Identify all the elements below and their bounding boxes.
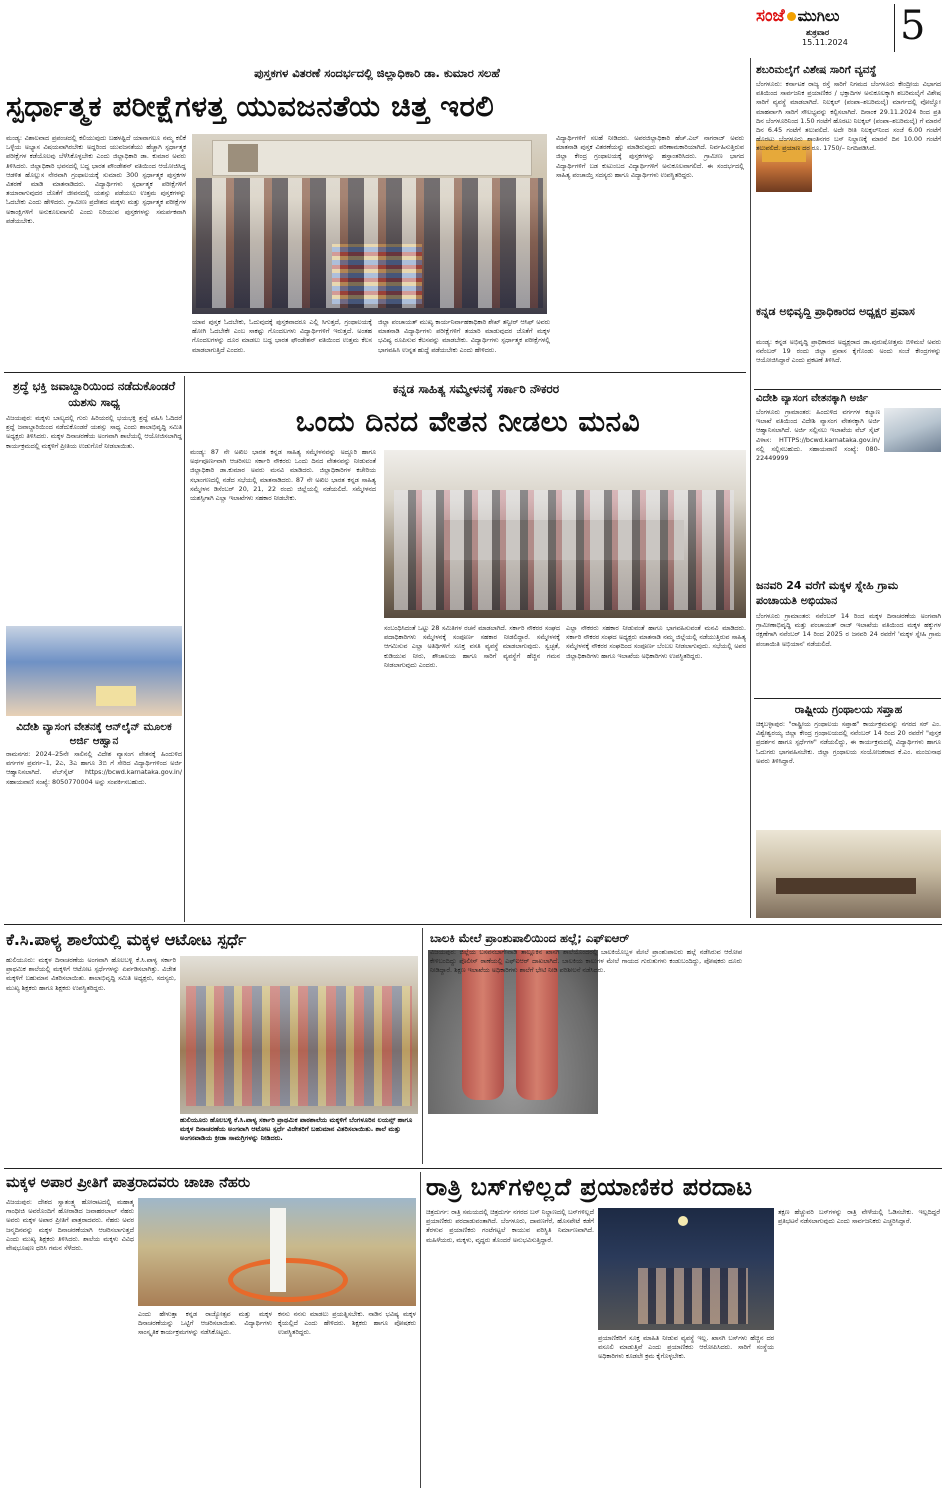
sabarimala-head: ಶಬರಿಮಲೈಗೆ ವಿಶೇಷ ಸಾರಿಗೆ ವ್ಯವಸ್ಥೆ bbox=[756, 64, 877, 76]
top-story-col3: ಜಿಲ್ಲಾ ಪಂಚಾಯತ್ ಮುಖ್ಯ ಕಾರ್ಯನಿರ್ವಾಹಕಾಧಿಕಾರಿ ಶೇಖ್ ತನ್ವೀರ್ ಆಸಿಫ್ ಅವರು ಮಾತನಾಡಿ ವಿದ್ಯಾರ್ಥಿಗಳು ಪರೀಕ್ಷೆಗಳಿಗೆ ತಯಾರಿ ಮಾಡುವುದರ ಜೊತೆಗೆ ಮಕ್ಕಳ ಭವಿಷ್ಯ ರೂಪಿಸುವ ಕೆಲಸವನ್ನು ಮಾಡಬೇಕು. ವಿದ್ಯಾರ್ಥಿಗಳು ಸ್ಪರ್ಧಾತ್ಮಕ ಪರೀಕ್ಷೆಗಳಲ್ಲಿ ಭಾಗವಹಿಸಿ ಉನ್ನತ ಹುದ್ದೆ ಪಡೆಯಬೇಕು ಎಂದು ಹೇಳಿದರು. bbox=[378, 318, 550, 354]
sahitya-kicker: ಕನ್ನಡ ಸಾಹಿತ್ಯ ಸಮ್ಮೇಳನಕ್ಕೆ ಸರ್ಕಾರಿ ನೌಕರರ bbox=[392, 382, 560, 396]
videshi-photo bbox=[884, 408, 941, 452]
left-col-divider bbox=[184, 376, 185, 922]
videshi-left-text: ರಾಮನಗರ: 2024–25ನೇ ಸಾಲಿನಲ್ಲಿ ವಿದೇಶ ವ್ಯಾಸಂಗ ವೇತನಕ್ಕೆ ಹಿಂದುಳಿದ ವರ್ಗಗಳ ಪ್ರವರ್ಗ–1, 2ಎ, 3ಎ ಹಾಗೂ 3ಬಿ ಗೆ ಸೇರಿದ ವಿದ್ಯಾರ್ಥಿಗಳಿಂದ ಅರ್ಜಿ ಆಹ್ವಾನಿಸಲಾಗಿದೆ. ವೆಬ್‌ಸೈಟ್ https://bcwd.karnataka.gov.in/ ಸಹಾಯವಾಣಿ ಸಂಖ್ಯೆ: 8050770004 ಅನ್ನು ಸಂಪರ್ಕಿಸಬಹುದು. bbox=[6, 750, 182, 786]
aatota-text: ಹುಲಿಯೂರು: ಮಕ್ಕಳ ದಿನಾಚರಣೆಯ ಅಂಗವಾಗಿ ಹೊಲಬಳ್ಳಿ ಕೆ.ಸಿ.ಪಾಳ್ಯ ಸರ್ಕಾರಿ ಪ್ರಾಥಮಿಕ ಶಾಲೆಯಲ್ಲಿ ಮಕ್ಕಳಿಗೆ ಆಟೋಟ ಸ್ಪರ್ಧೆಗಳನ್ನು ಏರ್ಪಡಿಸಲಾಗಿತ್ತು. ವಿಜೇತ ಮಕ್ಕಳಿಗೆ ಬಹುಮಾನ ವಿತರಿಸಲಾಯಿತು. ಶಾಲಾಭಿವೃದ್ಧಿ ಸಮಿತಿ ಅಧ್ಯಕ್ಷರು, ಸದಸ್ಯರು, ಮುಖ್ಯ ಶಿಕ್ಷಕರು ಹಾಗೂ ಶಿಕ್ಷಕರು ಉಪಸ್ಥಿತರಿದ್ದರು. bbox=[6, 956, 176, 992]
right-col-divider bbox=[750, 58, 751, 918]
top-story-kicker: ಪುಸ್ತಕಗಳ ವಿತರಣೆ ಸಂದರ್ಭದಲ್ಲಿ ಜಿಲ್ಲಾಧಿಕಾರಿ ಡಾ. ಕುಮಾರ ಸಲಹೆ bbox=[254, 66, 500, 80]
masthead-brand bbox=[756, 6, 896, 28]
photo-people-row bbox=[196, 178, 543, 308]
library-photo bbox=[756, 830, 941, 918]
bus-col2: ಪ್ರಯಾಣಿಕರಿಗೆ ಸೂಕ್ತ ಮಾಹಿತಿ ನೀಡುವ ವ್ಯವಸ್ಥೆ ಇಲ್ಲ. ಖಾಸಗಿ ಬಸ್‌ಗಳು ಹೆಚ್ಚಿನ ದರ ವಸೂಲಿ ಮಾಡುತ್ತಿವೆ ಎಂದು ಪ್ರಯಾಣಿಕರು ಆರೋಪಿಸಿದರು. ಸಾರಿಗೆ ಸಂಸ್ಥೆಯ ಅಧಿಕಾರಿಗಳು ಕೂಡಲೇ ಕ್ರಮ ಕೈಗೊಳ್ಳಬೇಕು. bbox=[598, 1334, 774, 1361]
janavari-text: ಬೆಂಗಳೂರು ಗ್ರಾಮಾಂತರ: ನವೆಂಬರ್ 14 ರಿಂದ ಮಕ್ಕಳ ದಿನಾಚರಣೆಯ ಅಂಗವಾಗಿ ಗ್ರಾಮೀಣಾಭಿವೃದ್ಧಿ ಮತ್ತು ಪಂಚಾಯತ್ ರಾಜ್ ಇಲಾಖೆಯ ವತಿಯಿಂದ ಮಕ್ಕಳ ಹಕ್ಕುಗಳ ರಕ್ಷಣೆಗಾಗಿ ನವೆಂಬರ್ 14 ರಿಂದ 2025 ರ ಜನವರಿ 24 ರವರೆಗೆ 'ಮಕ್ಕಳ ಸ್ನೇಹಿ ಗ್ರಾಮ ಪಂಚಾಯಿತಿ ಅಭಿಯಾನ' ನಡೆಯಲಿದೆ. bbox=[756, 612, 941, 648]
balaki-head: ಬಾಲಕಿ ಮೇಲೆ ಪ್ರಾಂಶುಪಾಲಿಯಿಂದ ಹಲ್ಲೆ; ಎಫ್‌ಐಆರ್ bbox=[430, 931, 630, 945]
passengers bbox=[638, 1268, 748, 1324]
nehru-col3: ಕನಸು ನನಸು ಮಾಡಲು ಪ್ರಯತ್ನಿಸಬೇಕು. ನಾಡಿನ ಭವಿಷ್ಯ ಮಕ್ಕಳ ಕೈಯಲ್ಲಿದೆ ಎಂದು ಹೇಳಿದರು. ಶಿಕ್ಷಕರು ಹಾಗೂ ಪೋಷಕರು ಉಪಸ್ಥಿತರಿದ್ದರು. bbox=[278, 1310, 416, 1337]
sahitya-col3: ಎಲ್ಲಾ ನೌಕರರು ಸಹಕಾರ ನೀಡುವಂತೆ ಹಾಗೂ ಭಾಗವಹಿಸುವಂತೆ ಮನವಿ ಮಾಡಿದರು. ಸರ್ಕಾರಿ ನೌಕರರ ಸಂಘದ ಅಧ್ಯಕ್ಷರು ಮಾತನಾಡಿ ನಮ್ಮ ಜಿಲ್ಲೆಯಲ್ಲಿ ನಡೆಯುತ್ತಿರುವ ಸಾಹಿತ್ಯ ಸಮ್ಮೇಳನಕ್ಕೆ ನೌಕರರ ಸಂಘದಿಂದ ಸಂಪೂರ್ಣ ಬೆಂಬಲ ನೀಡಲಾಗುವುದು. ಸಭೆಯಲ್ಲಿ ಅಪರ ಜಿಲ್ಲಾಧಿಕಾರಿಗಳು ಹಾಗೂ ಇಲಾಖೆಯ ಅಧಿಕಾರಿಗಳು ಉಪಸ್ಥಿತರಿದ್ದರು. bbox=[566, 624, 746, 660]
kannada-text: ಮಂಡ್ಯ: ಕನ್ನಡ ಅಭಿವೃದ್ಧಿ ಪ್ರಾಧಿಕಾರದ ಅಧ್ಯಕ್ಷರಾದ ಡಾ.ಪುರುಷೋತ್ತಮ ಬಿಳಿಮಲೆ ಅವರು ನವೆಂಬರ್ 19 ರಂದು ಜಿಲ್ಲಾ ಪ್ರವಾಸ ಕೈಗೊಂಡು ಅಂದು ಸಂಜೆ ಕೇಂದ್ರಗಳನ್ನು ಆಯೋಜಿಸಿದ್ದಾರೆ ಎಂದು ಪ್ರಕಟಣೆ ತಿಳಿಸಿದೆ. bbox=[756, 338, 941, 365]
sun-icon bbox=[787, 12, 796, 21]
divider-lower bbox=[4, 1168, 942, 1169]
rangoli bbox=[228, 1258, 348, 1302]
divider-right-2 bbox=[754, 698, 941, 699]
page-number: 5 bbox=[900, 3, 926, 49]
nehru-col1: ವಿಜಯಪುರ: ದೇಶದ ಸ್ವಾತಂತ್ರ್ಯ ಹೋರಾಟದಲ್ಲಿ ಮಹಾತ್ಮ ಗಾಂಧೀಜಿ ಅವರೊಂದಿಗೆ ಹೋರಾಡಿದ ಜವಾಹರಲಾಲ್ ನೆಹರು ಅವರು ಮಕ್ಕಳ ಅಪಾರ ಪ್ರೀತಿಗೆ ಪಾತ್ರರಾದವರು. ನೆಹರು ಅವರ ಜನ್ಮದಿನವನ್ನು ಮಕ್ಕಳ ದಿನಾಚರಣೆಯಾಗಿ ಆಚರಿಸಲಾಗುತ್ತದೆ ಎಂದು ಮುಖ್ಯ ಶಿಕ್ಷಕರು ತಿಳಿಸಿದರು. ಶಾಲೆಯ ಮಕ್ಕಳು ವಿವಿಧ ವೇಷಭೂಷಣ ಧರಿಸಿ ಗಮನ ಸೆಳೆದರು. bbox=[6, 1198, 134, 1253]
masthead-brand-mugilu: ಮುಗಿಲು bbox=[797, 7, 840, 25]
meeting-people bbox=[394, 490, 734, 610]
shraddhe-head: ಶ್ರದ್ಧೆ ಭಕ್ತಿ ಜವಾಬ್ದಾರಿಯಿಂದ ನಡೆದುಕೊಂಡರೆ ಯಶಸು ಸಾಧ್ಯ bbox=[12, 379, 176, 409]
sahitya-photo bbox=[384, 450, 746, 618]
library-text: ಚಿಕ್ಕಬಳ್ಳಾಪುರ: "ರಾಷ್ಟ್ರೀಯ ಗ್ರಂಥಾಲಯ ಸಪ್ತಾಹ" ಕಾರ್ಯಕ್ರಮವನ್ನು ನಗರದ ಸರ್ ಎಂ. ವಿಶ್ವೇಶ್ವರಯ್ಯ ಜಿಲ್ಲಾ ಕೇಂದ್ರ ಗ್ರಂಥಾಲಯದಲ್ಲಿ ನವೆಂಬರ್ 14 ರಿಂದ 20 ರವರೆಗೆ "ಪುಸ್ತಕ ಪ್ರದರ್ಶನ ಹಾಗೂ ಸ್ಪರ್ಧೆಗಳ" ನಡೆಯಲಿದ್ದು, ಈ ಕಾರ್ಯಕ್ರಮದಲ್ಲಿ ವಿದ್ಯಾರ್ಥಿಗಳು ಹಾಗೂ ಓದುಗರು ಭಾಗವಹಿಸಬೇಕು. ಜಿಲ್ಲಾ ಗ್ರಂಥಾಲಯ ಸಂಯೋಜಕರಾದ ಕೆ.ಎಂ. ಮಂಜುನಾಥ ಅವರು ತಿಳಿಸಿದ್ದಾರೆ. bbox=[756, 720, 941, 765]
top-story-photo bbox=[192, 134, 547, 314]
videshi-head: ವಿದೇಶಿ ವ್ಯಾಸಂಗ ವೇತನಕ್ಕಾಗಿ ಅರ್ಜಿ bbox=[756, 393, 869, 404]
divider-right-1 bbox=[754, 389, 941, 390]
masthead-brand-sanje: ಸಂಜೆ bbox=[756, 6, 785, 26]
nehru-col2: ಎಂದು ಹೇಳುತ್ತಾ ಕನ್ನಡ ರಾಜ್ಯೋತ್ಸವ ಮತ್ತು ಮಕ್ಕಳ ದಿನಾಚರಣೆಯನ್ನು ಒಟ್ಟಿಗೆ ಆಚರಿಸಲಾಯಿತು. ವಿದ್ಯಾರ್ಥಿಗಳು ಸಾಂಸ್ಕೃತಿಕ ಕಾರ್ಯಕ್ರಮಗಳನ್ನು ನಡೆಸಿಕೊಟ್ಟರು. bbox=[138, 1310, 272, 1337]
balaki-text: ವಿಜಯಪುರ: ಜಿಲ್ಲೆಯ ಬಸವನಬಾಗೇವಾಡಿ ತಾಲ್ಲೂಕಿನ ಖಾಸಗಿ ಶಾಲೆಯೊಂದರಲ್ಲಿ ಬಾಲಕಿಯೊಬ್ಬಳ ಮೇಲೆ ಪ್ರಾಂಶುಪಾಲರು ಹಲ್ಲೆ ನಡೆಸಿರುವ ಆರೋಪ ಕೇಳಿಬಂದಿದ್ದು ಪೊಲೀಸ್ ಠಾಣೆಯಲ್ಲಿ ಎಫ್‌ಐಆರ್ ದಾಖಲಾಗಿದೆ. ಬಾಲಕಿಯ ಕಾಲುಗಳ ಮೇಲೆ ಗಾಯದ ಗುರುತುಗಳು ಕಂಡುಬಂದಿದ್ದು, ಪೋಷಕರು ದೂರು ನೀಡಿದ್ದಾರೆ. ಶಿಕ್ಷಣ ಇಲಾಖೆಯ ಅಧಿಕಾರಿಗಳು ಶಾಲೆಗೆ ಭೇಟಿ ನೀಡಿ ಪರಿಶೀಲನೆ ನಡೆಸಿದರು. bbox=[430, 948, 742, 975]
aatota-photo bbox=[180, 956, 418, 1114]
divider-mid bbox=[4, 924, 942, 925]
bus-head: ರಾತ್ರಿ ಬಸ್‌ಗಳಿಲ್ಲದೆ ಪ್ರಯಾಣಿಕರ ಪರದಾಟ bbox=[426, 1172, 753, 1201]
sahitya-col1: ಮಂಡ್ಯ: 87 ನೇ ಅಖಿಲ ಭಾರತ ಕನ್ನಡ ಸಾಹಿತ್ಯ ಸಮ್ಮೇಳನವನ್ನು ಅದ್ದೂರಿ ಹಾಗೂ ಅರ್ಥಪೂರ್ಣವಾಗಿ ಆಚರಿಸಲು ಸರ್ಕಾರಿ ನೌಕರರು ಒಂದು ದಿನದ ವೇತನವನ್ನು ನೀಡುವಂತೆ ಜಿಲ್ಲಾಧಿಕಾರಿ ಡಾ.ಕುಮಾರ ಅವರು ಮನವಿ ಮಾಡಿದರು. ಜಿಲ್ಲಾಧಿಕಾರಿಗಳ ಕಚೇರಿಯ ಸಭಾಂಗಣದಲ್ಲಿ ನಡೆದ ಸಭೆಯಲ್ಲಿ ಮಾತನಾಡಿದರು. 87 ನೇ ಅಖಿಲ ಭಾರತ ಕನ್ನಡ ಸಾಹಿತ್ಯ ಸಮ್ಮೇಳನ ಡಿಸೆಂಬರ್ 20, 21, 22 ರಂದು ಜಿಲ್ಲೆಯಲ್ಲಿ ನಡೆಯಲಿದೆ. ಸಮ್ಮೇಳನದ ಯಶಸ್ಸಿಗಾಗಿ ಎಲ್ಲಾ ಇಲಾಖೆಗಳು ಸಹಕಾರ ನೀಡಬೇಕು. bbox=[190, 448, 376, 503]
kannada-head: ಕನ್ನಡ ಅಭಿವೃದ್ಧಿ ಪ್ರಾಧಿಕಾರದ ಅಧ್ಯಕ್ಷರ ಪ್ರವಾಸ bbox=[756, 305, 915, 318]
photo-banner bbox=[212, 140, 532, 176]
masthead bbox=[748, 4, 940, 52]
bus-photo bbox=[598, 1208, 774, 1330]
top-story-headline: ಸ್ಪರ್ಧಾತ್ಮಕ ಪರೀಕ್ಷೆಗಳತ್ತ ಯುವಜನತೆಯ ಚಿತ್ತ ಇರಲಿ bbox=[6, 89, 495, 123]
aatota-caption: ಹುಲಿಯೂರು ಹೊಲಬಳ್ಳಿ ಕೆ.ಸಿ.ಪಾಳ್ಯ ಸರ್ಕಾರಿ ಪ್ರಾಥಮಿಕ ಪಾಠಶಾಲೆಯ ಮಕ್ಕಳಿಗೆ ಬೆಂಗಳೂರಿನ ಲಯನ್ಸ್ ಹಾಗೂ ಮಕ್ಕಳ ದಿನಾಚರಣೆಯ ಅಂಗವಾಗಿ ಆಟೋಟ ಸ್ಪರ್ಧೆ ವಿಜೇತರಿಗೆ ಬಹುಮಾನ ವಿತರಿಸಲಾಯಿತು. ಶಾಲೆ ಮತ್ತು ಅಂಗನವಾಡಿಯ ಕ್ರೀಡಾ ಸಾಮಗ್ರಿಗಳನ್ನು ನೀಡಿದರು. bbox=[180, 1116, 413, 1142]
videshi-left-head: ವಿದೇಶಿ ವ್ಯಾಸಂಗ ವೇತನಕ್ಕೆ ಆನ್‌ಲೈನ್ ಮೂಲಕ ಅರ್ಜಿ ಆಹ್ವಾನ bbox=[16, 721, 172, 747]
nehru-head: ಮಕ್ಕಳ ಅಪಾರ ಪ್ರೀತಿಗೆ ಪಾತ್ರರಾದವರು ಚಾಚಾ ನೆಹರು bbox=[6, 1175, 251, 1191]
masthead-day: ಶುಕ್ರವಾರ bbox=[806, 28, 830, 37]
divider-top-story bbox=[4, 372, 746, 373]
top-story-col4: ವಿದ್ಯಾರ್ಥಿಗಳಿಗೆ ಸಲಹೆ ನೀಡಿದರು. ಅಪರಜಿಲ್ಲಾಧಿಕಾರಿ ಹೆಚ್.ಎಲ್ ನಾಗರಾಜ್ ಅವರು ಮಾತನಾಡಿ ಪುಸ್ತಕ ವಿತರಣೆಯನ್ನು ಮಾಡಿರುವುದು ಪರಿಣಾಮಕಾರಿಯಾಗಿದೆ. ನಿರ್ವಹಿಸುತ್ತಿರುವ ಜಿಲ್ಲಾ ಕೇಂದ್ರ ಗ್ರಂಥಾಲಯಕ್ಕೆ ಪುಸ್ತಕಗಳನ್ನು ಹಸ್ತಾಂತರಿಸಿದರು. ಗ್ರಾಮೀಣ ಭಾಗದ ವಿದ್ಯಾರ್ಥಿಗಳಿಗೆ ಬಡ ಕುಟುಂಬದ ವಿದ್ಯಾರ್ಥಿಗಳಿಗೆ ಅನುಕೂಲವಾಗಲಿದೆ. ಈ ಸಂದರ್ಭದಲ್ಲಿ ಸಾಹಿತ್ಯ ಪಂಚಾಯ್ತಿ ಸದಸ್ಯರು ಹಾಗೂ ವಿದ್ಯಾರ್ಥಿಗಳು ಉಪಸ್ಥಿತರಿದ್ದರು. bbox=[556, 134, 744, 179]
bus-col1: ಚಿತ್ರದುರ್ಗ: ರಾತ್ರಿ ಸಮಯದಲ್ಲಿ ಚಿತ್ರದುರ್ಗ ನಗರದ ಬಸ್ ನಿಲ್ದಾಣದಲ್ಲಿ ಬಸ್‌ಗಳಿಲ್ಲದೆ ಪ್ರಯಾಣಿಕರು ಪರದಾಡುವಂತಾಗಿದೆ. ಬೆಂಗಳೂರು, ದಾವಣಗೆರೆ, ಹೊಸಪೇಟೆ ಕಡೆಗೆ ತೆರಳುವ ಪ್ರಯಾಣಿಕರು ಗಂಟೆಗಟ್ಟಲೆ ಕಾಯುವ ಪರಿಸ್ಥಿತಿ ನಿರ್ಮಾಣವಾಗಿದೆ. ಮಹಿಳೆಯರು, ಮಕ್ಕಳು, ವೃದ್ಧರು ತೊಂದರೆ ಅನುಭವಿಸುತ್ತಿದ್ದಾರೆ. bbox=[426, 1208, 594, 1244]
library-table bbox=[776, 878, 916, 894]
street-light bbox=[678, 1216, 688, 1226]
top-story-col2: ಯಾವ ಪುಸ್ತಕ ಓದಬೇಕು, ಓದುವುದಕ್ಕೆ ಪುಸ್ತಕವಾದರೂ ಎಲ್ಲಿ ಸಿಗುತ್ತದೆ, ಗ್ರಂಥಾಲಯಕ್ಕೆ ಹೋಗಿ ಓದಬೇಕೇ ಎಂಬ ಸಾಕಷ್ಟು ಗೊಂದಲಗಳು ವಿದ್ಯಾರ್ಥಿಗಳಿಗೆ ಇರುತ್ತದೆ. ಅಂತಹ ಗೊಂದಲಗಳನ್ನು ದೂರ ಮಾಡಲು ಬದ್ಧ ಭಾರತ ಫೌಂಡೇಶನ್ ವತಿಯಿಂದ ಉತ್ತಮ ಕೆಲಸ ಮಾಡಲಾಗುತ್ತಿದೆ ಎಂದರು. bbox=[192, 318, 372, 354]
masthead-date: 15.11.2024 bbox=[802, 38, 848, 47]
divider-aatota-balaki bbox=[422, 928, 423, 1164]
children-group bbox=[186, 986, 412, 1106]
janavari-head: ಜನವರಿ 24 ವರೆಗೆ ಮಕ್ಕಳ ಸ್ನೇಹಿ ಗ್ರಾಮ ಪಂಚಾಯತಿ ಅಭಿಯಾನ bbox=[756, 579, 899, 607]
shraddhe-text: ವಿಜಯಪುರ: ಮಕ್ಕಳು ಬಾಲ್ಯದಲ್ಲಿ ಗುರು ಹಿರಿಯರಲ್ಲಿ ಭಯಭಕ್ತಿ ಶ್ರದ್ಧೆ ವಹಿಸಿ ಓದಿದರೆ ಶ್ರದ್ಧೆ ಜವಾಬ್ದಾರಿಯಿಂದ ನಡೆದುಕೊಂಡರೆ ಯಶಸ್ಸು ಸಾಧ್ಯ ಎಂದು ಶಾಲಾಭಿವೃದ್ಧಿ ಸಮಿತಿ ಅಧ್ಯಕ್ಷರು ತಿಳಿಸಿದರು. ಮಕ್ಕಳ ದಿನಾಚರಣೆಯ ಅಂಗವಾಗಿ ಶಾಲೆಯಲ್ಲಿ ಆಯೋಜಿಸಲಾಗಿದ್ದ ಕಾರ್ಯಕ್ರಮದಲ್ಲಿ ಮಕ್ಕಳಿಗೆ ಪ್ರೀತಿಯ ಉಡುಗೊರೆ ನೀಡಲಾಯಿತು. bbox=[6, 414, 182, 450]
nehru-photo bbox=[138, 1198, 416, 1306]
divider-nehru-bus bbox=[420, 1172, 421, 1488]
aatota-head: ಕೆ.ಸಿ.ಪಾಳ್ಯ ಶಾಲೆಯಲ್ಲಿ ಮಕ್ಕಳ ಆಟೋಟ ಸ್ಪರ್ಧೆ bbox=[6, 930, 247, 949]
sabarimala-text: ಬೆಂಗಳೂರು: ಕರ್ನಾಟಕ ರಾಜ್ಯ ರಸ್ತೆ ಸಾರಿಗೆ ನಿಗಮದ ಬೆಂಗಳೂರು ಕೇಂದ್ರೀಯ ವಿಭಾಗದ ವತಿಯಿಂದ ಸಾರ್ವಜನಿಕ ಪ್ರಯಾಣಿಕರ / ಭಕ್ತಾದಿಗಳ ಅನುಕೂಲಕ್ಕಾಗಿ ಶಬರಿಮಲೈಗೆ ವಿಶೇಷ ಸಾರಿಗೆ ವ್ಯವಸ್ಥೆ ಮಾಡಲಾಗಿದೆ. ನಿಲಕ್ಕಲ್ (ಪಂಪಾ–ಶಬರಿಮಲೈ) ಮಾರ್ಗದಲ್ಲಿ ವೋಲ್ವೋ ಮಾಹರ್ವಾಗಿ ಸಾರಿಗೆ ಸೌಲಭ್ಯವನ್ನು ಕಲ್ಪಿಸಲಾಗಿದೆ. ದಿನಾಂಕ 29.11.2024 ರಿಂದ ಪ್ರತಿ ದಿನ ಬೆಂಗಳೂರಿನಿಂದ 1.50 ಗಂಟೆಗೆ ಹೊರಟು ನಿಲಕ್ಕಲ್ (ಪಂಪಾ–ಶಬರಿಮಲೈ) ಗೆ ಮಾರನೆ ದಿನ 6.45 ಗಂಟೆಗೆ ತಲುಪಲಿದೆ. ಅದೇ ರೀತಿ ನಿಲಕ್ಕಲ್‌ನಿಂದ ಸಂಜೆ 6.00 ಗಂಟೆಗೆ ಹೊರಟು ಬೆಂಗಳೂರು ಶಾಂತಿನಗರ ಬಸ್ ನಿಲ್ದಾಣಕ್ಕೆ ಮಾರನೆ ದಿನ 10.00 ಗಂಟೆಗೆ ತಲುಪಲಿದೆ. ಪ್ರಯಾಣ ದರ ರೂ. 1750/– ನಿಗದಿಪಡಿಸಿದೆ. bbox=[756, 80, 941, 153]
videshi-text: ಬೆಂಗಳೂರು ಗ್ರಾಮಾಂತರ: ಹಿಂದುಳಿದ ವರ್ಗಗಳ ಕಲ್ಯಾಣ ಇಲಾಖೆ ವತಿಯಿಂದ ವಿದೇಶಿ ವ್ಯಾಸಂಗ ವೇತನಕ್ಕಾಗಿ ಅರ್ಜಿ ಆಹ್ವಾನಿಸಲಾಗಿದೆ. ಅರ್ಜಿ ಸಲ್ಲಿಸಲು ಇಲಾಖೆಯ ವೆಬ್ ಸೈಟ್ ವಿಳಾಸ: HTTPS://bcwd.karnataka.gov.in/ ನಲ್ಲಿ ಸಲ್ಲಿಸಬಹುದು. ಸಹಾಯವಾಣಿ ಸಂಖ್ಯೆ: 080-22449999 bbox=[756, 408, 880, 463]
cake-icon bbox=[96, 686, 136, 706]
shraddhe-photo bbox=[6, 626, 182, 716]
sahitya-headline: ಒಂದು ದಿನದ ವೇತನ ನೀಡಲು ಮನವಿ bbox=[295, 405, 641, 438]
photo-temple bbox=[228, 144, 258, 172]
bus-col3: ತಕ್ಷಣ ಹೆಚ್ಚುವರಿ ಬಸ್‌ಗಳನ್ನು ರಾತ್ರಿ ವೇಳೆಯಲ್ಲಿ ಓಡಿಸಬೇಕು. ಇಲ್ಲದಿದ್ದರೆ ಪ್ರತಿಭಟನೆ ನಡೆಸಲಾಗುವುದು ಎಂದು ಸಾರ್ವಜನಿಕರು ಎಚ್ಚರಿಸಿದ್ದಾರೆ. bbox=[778, 1208, 940, 1226]
library-head: ರಾಷ್ಟ್ರೀಯ ಗ್ರಂಥಾಲಯ ಸಪ್ತಾಹ bbox=[794, 703, 903, 716]
child-figure bbox=[270, 1208, 286, 1292]
page-divider bbox=[894, 4, 895, 52]
top-story-col1: ಮಂಡ್ಯ: ವಿಶಾಲವಾದ ಪ್ರಪಂಚದಲ್ಲಿ ಕಲಿಯುವುದು ಬಹಳಷ್ಟಿದೆ ಯಾವಾಗಲೂ ನಮ್ಮ ಕಲಿಕೆ ಒಳ್ಳೆಯ ಅಭ್ಯಾಸ ವಿಷಯವಾಗಿರಬೇಕು ಅದ್ದರಿಂದ ಯುವಜನತೆಯು ಹೆಚ್ಚಾಗಿ ಸ್ಪರ್ಧಾತ್ಮಕ ಪರೀಕ್ಷೆಗಳ ಕಡೆಯೊಲವು ಬೆಳೆಸಿಕೊಳ್ಳಬೇಕು ಎಂದು ಜಿಲ್ಲಾಧಿಕಾರಿ ಡಾ. ಕುಮಾರ ಅವರು ತಿಳಿಸಿದರು. ಜಿಲ್ಲಾಧಿಕಾರಿ ಭವನದಲ್ಲಿ ಬದ್ಧ ಭಾರತ ಪೌಂಡೇಶನ್ ವತಿಯಿಂದ ಆಯೋಜಿಸಿದ್ದ ಆಡಳಿತ ಹೊಲ್ಲುಸ ನೇರವಾಗಿ ಗ್ರಂಥಾಲಯಕ್ಕೆ ಸುಮಾರು 300 ಸ್ಪರ್ಧಾತ್ಮಕ ಪುಸ್ತಕಗಳ ವಿತರಣೆ ಮಾಡಿ ಮಾತನಾಡಿದರು. ವಿದ್ಯಾರ್ಥಿಗಳು ಸ್ಪರ್ಧಾತ್ಮಕ ಪರೀಕ್ಷೆಗಳಿಗೆ ತಯಾರಾಗುವುದರ ಜೊತೆಗೆ ಜೀವನದಲ್ಲಿ ಯಶಸ್ಸು ಪಡೆಯಲು ಉತ್ತಮ ಪುಸ್ತಕಗಳನ್ನು ಓದಬೇಕು ಎಂದು ಹೇಳಿದರು. ಗ್ರಾಮೀಣ ಪ್ರದೇಶದ ಮಕ್ಕಳು ಮತ್ತು ಸ್ಪರ್ಧಾತ್ಮಕ ಪರೀಕ್ಷೆಗಳ ಅಕಾಂಕ್ಷಿಗಳಿಗೆ ಅನುಕೂಲವಾಗಲಿ ಎಂದು ನಿರಿಯುವ ಪುಸ್ತಕಗಳನ್ನು ಸಮರ್ಪಕವಾಗಿ ಪಡೆಯಬೇಕು. bbox=[6, 134, 186, 225]
sahitya-col2: ಸಂಬಂಧಿಸಿದಂತೆ ಒಟ್ಟು 28 ಸಮಿತಿಗಳ ರಚನೆ ಮಾಡಲಾಗಿದೆ. ಸರ್ಕಾರಿ ನೌಕರರ ಸಂಘದ ಪದಾಧಿಕಾರಿಗಳು ಸಮ್ಮೇಳನಕ್ಕೆ ಸಂಪೂರ್ಣ ಸಹಕಾರ ನೀಡಲಿದ್ದಾರೆ. ಸಮ್ಮೇಳನಕ್ಕೆ ಆಗಮಿಸುವ ಎಲ್ಲಾ ಅತಿಥಿಗಳಿಗೆ ಸೂಕ್ತ ವಸತಿ ವ್ಯವಸ್ಥೆ ಮಾಡಲಾಗುವುದು. ಸ್ವಚ್ಛತೆ, ಕುಡಿಯುವ ನೀರು, ಶೌಚಾಲಯ ಹಾಗೂ ಸಾರಿಗೆ ವ್ಯವಸ್ಥೆಗೆ ಹೆಚ್ಚಿನ ಗಮನ ನೀಡಲಾಗುವುದು ಎಂದರು. bbox=[384, 624, 560, 669]
